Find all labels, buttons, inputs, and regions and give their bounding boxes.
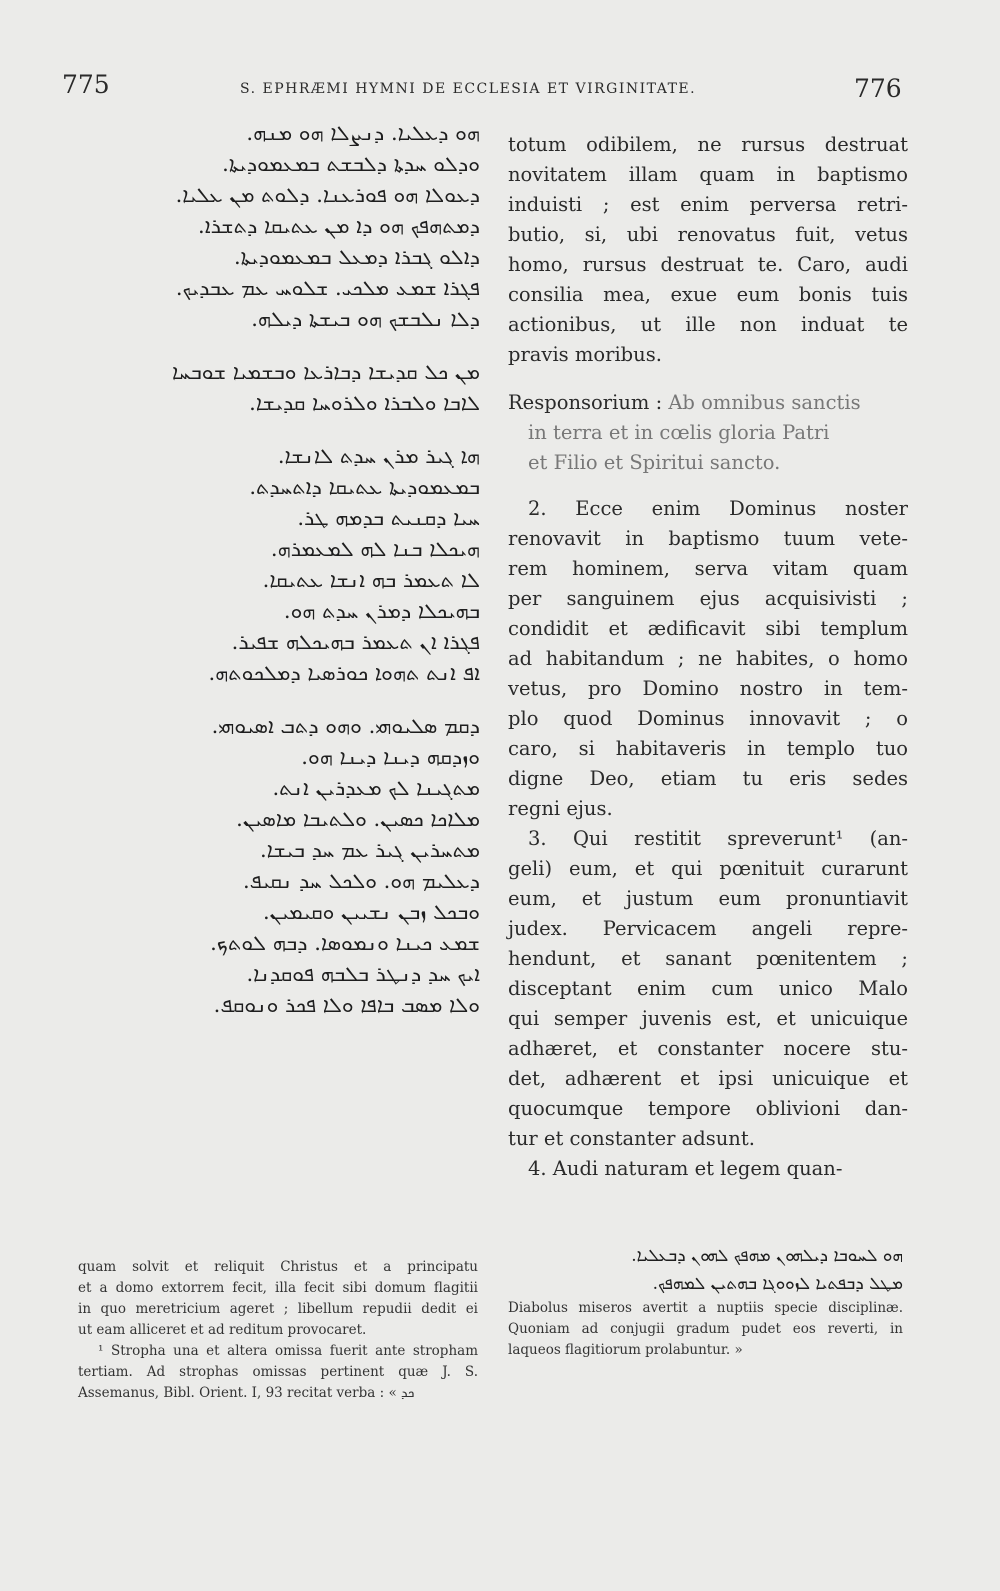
footnote-line: in quo meretricium ageret ; libellum repudii dedit ei xyxy=(78,1301,478,1317)
latin-line: geli) eum, et qui pœnituit curarunt xyxy=(508,857,908,880)
syriac-line: ܕܥܠܝܡ ܗܘ. ܘܠܟܠ ܚܕ ܢܩܝܦ. xyxy=(243,869,480,893)
syriac-line: ܚܝܐ ܕܩܢܝܬ ܒܕܡܗ ܛܪ. xyxy=(297,506,480,530)
syriac-line: ܕܐܠܘ ܓܒܪܐ ܕܡܥܠ ܒܡܥܡܘܕܝܬܐ. xyxy=(233,245,480,269)
spacer xyxy=(60,335,480,357)
syriac-line: ܦܓܪܐ ܐܢ ܬܥܡܪ ܒܗܝܟܠܗ ܫܦܝܪ. xyxy=(231,630,480,654)
responsorium-text: Ab omnibus sanctis xyxy=(668,391,861,414)
latin-line: hendunt, et sanant pœnitentem ; xyxy=(508,947,908,970)
syriac-line: ܡܬܓܝܢܐ ܠܟ ܡܥܕܪܝܢ ܐܢܬ. xyxy=(272,776,480,800)
responsorium-line xyxy=(508,388,908,418)
spacer xyxy=(60,689,480,711)
syriac-line: ܘܒܟܠ ܙܒܢ ܢܫܝܝܢ ܘܩܝܡܝܢ. xyxy=(262,900,480,924)
latin-line: quocumque tempore oblivioni dan- xyxy=(508,1097,908,1120)
latin-paragraph-2 xyxy=(508,494,908,824)
footnote-line: laqueos flagitiorum prolabuntur. » xyxy=(508,1342,743,1358)
responsorium xyxy=(508,388,908,478)
spacer xyxy=(60,419,480,441)
responsorium-line: et Filio et Spiritui sancto. xyxy=(528,451,781,474)
footnotes-right xyxy=(508,1242,903,1361)
latin-line: butio, si, ubi renovatus fuit, vetus xyxy=(508,223,908,246)
footnote-syriac-line: ܡܛܠ ܕܒܦܬܝܐ ܠܙܘܘܓܐ ܒܗܬܝܢ ܠܡܗܦܟ. xyxy=(652,1274,903,1294)
footnotes-left xyxy=(78,1257,478,1404)
footnote-line: Quoniam ad conjugii gradum pudet eos reverti, in xyxy=(508,1321,903,1337)
syriac-line: ܒܡܥܡܘܕܝܬܐ ܥܬܝܩܐ ܕܐܬܚܕܬ. xyxy=(249,475,480,499)
responsorium-line: in terra et in cœlis gloria Patri xyxy=(528,421,830,444)
latin-column xyxy=(508,130,908,1184)
syriac-line: ܕܡܬܗܦܟ ܗܘ ܕܐ ܡܢ ܥܬܝܩܐ ܕܬܫܪܐ. xyxy=(198,214,480,238)
syriac-line: ܡܬܚܪܝܢ ܓܝܪ ܥܡ ܚܕ ܒܝܫܐ. xyxy=(259,838,480,862)
syriac-line: ܠܐܒܐ ܘܠܒܪܐ ܘܠܪܘܚܐ ܩܕܝܫܐ. xyxy=(249,391,480,415)
latin-line: induisti ; est enim perversa retri- xyxy=(508,193,908,216)
latin-line: caro, si habitaveris in templo tuo xyxy=(508,737,908,760)
syriac-line: ܘܠܐ ܡܣܒ ܒܐܦܐ ܘܠܐ ܦܟܪ ܘܢܘܩܦ. xyxy=(213,993,480,1017)
latin-line: 2. Ecce enim Dominus noster xyxy=(528,497,908,520)
syriac-stanza-3 xyxy=(60,711,480,928)
latin-line: disceptant enim cum unico Malo xyxy=(508,977,908,1000)
latin-line: novitatem illam quam in baptismo xyxy=(508,163,908,186)
syriac-line: ܕܠܐ ܢܠܒܫܟ ܗܘ ܒܝܫܬܐ ܕܝܠܗ. xyxy=(251,307,480,331)
footnote-line: et a domo extorrem fecit, illa fecit sibi domum flagitii xyxy=(78,1280,478,1296)
page-number-right: 776 xyxy=(854,74,902,103)
latin-line: regni ejus. xyxy=(508,797,613,820)
spacer xyxy=(508,478,908,494)
syriac-line: ܡܢ ܟܠ ܩܕܝܫܐ ܕܒܐܪܥܐ ܘܒܫܡܝܐ ܫܘܒܚܐ xyxy=(172,360,480,384)
syriac-column xyxy=(60,118,480,1021)
latin-line: per sanguinem ejus acquisivisti ; xyxy=(508,587,908,610)
latin-line: 3. Qui restitit spreverunt¹ (an- xyxy=(528,827,908,850)
latin-line: adhæret, et constanter nocere stu- xyxy=(508,1037,908,1060)
latin-paragraph-3 xyxy=(508,824,908,1154)
syriac-line: ܗܘ ܕܥܠܝܐ. ܕܢܨܠܐ ܗܘ ܡܢܗ. xyxy=(246,121,480,145)
syriac-line: ܠܐ ܬܥܡܪ ܒܗ ܐܢܫܐ ܥܬܝܩܐ. xyxy=(262,568,480,592)
footnote-line: quam solvit et reliquit Christus et a principatu xyxy=(78,1259,478,1275)
latin-line: rem hominem, serva vitam quam xyxy=(508,557,908,580)
latin-paragraph-1 xyxy=(508,130,908,370)
latin-line: eum, et justum eum pronuntiavit xyxy=(508,887,908,910)
syriac-line: ܐܝܟ ܚܕ ܕܢܛܪ ܒܠܒܗ ܦܘܩܕܢܐ. xyxy=(246,962,480,986)
latin-paragraph-4 xyxy=(508,1154,908,1184)
syriac-stanza-1 xyxy=(60,118,480,335)
footnote-line: tertiam. Ad strophas omissas pertinent quæ J. S. xyxy=(78,1364,478,1380)
latin-line: homo, rursus destruat te. Caro, audi xyxy=(508,253,908,276)
syriac-line: ܘܕܠܘ ܚܕܬܐ ܕܠܒܫܬ ܒܡܥܡܘܕܝܬܐ. xyxy=(222,152,480,176)
syriac-stanza-4 xyxy=(60,928,480,1021)
footnote-line: ¹ Stropha una et altera omissa fuerit ante stropham xyxy=(98,1343,478,1359)
syriac-line: ܗܐ ܓܝܪ ܡܪܢ ܚܕܬ ܠܐܢܫܐ. xyxy=(277,444,480,468)
latin-line: plo quod Dominus innovavit ; o xyxy=(508,707,908,730)
latin-line: vetus, pro Domino nostro in tem- xyxy=(508,677,908,700)
syriac-line: ܕܩܡ ܣܠܝܘܗܝ. ܘܗܘ ܕܬܒ ܐܣܝܘܗܝ. xyxy=(211,714,480,738)
syriac-line: ܦܓܪܐ ܫܡܥ ܡܠܟܝ. ܫܠܘܚ ܥܡ ܥܒܕܝܟ. xyxy=(175,276,480,300)
syriac-line: ܡܠܐܟܐ ܟܣܝܢ. ܘܠܬܝܒܐ ܡܐܣܝܢ. xyxy=(236,807,480,831)
responsorium-label: Responsorium : xyxy=(508,391,663,414)
latin-line: ad habitandum ; ne habites, o homo xyxy=(508,647,908,670)
syriac-line: ܘܙܕܩܗ ܕܝܢܐ ܕܝܢܐ ܗܘ. xyxy=(301,745,480,769)
running-header xyxy=(0,70,1000,110)
latin-line: condidit et ædificavit sibi templum xyxy=(508,617,908,640)
syriac-responsorium xyxy=(60,357,480,419)
syriac-line: ܐܦ ܐܢܬ ܬܗܘܐ ܟܘܪܣܝܐ ܕܡܠܟܘܬܗ. xyxy=(208,661,480,685)
latin-line: consilia mea, exue eum bonis tuis xyxy=(508,283,908,306)
latin-line: renovavit in baptismo tuum vete- xyxy=(508,527,908,550)
syriac-line: ܫܡܥ ܟܝܢܐ ܘܢܡܘܣܐ. ܕܒܗ ܠܘܬܟ. xyxy=(210,931,480,955)
latin-line: tur et constanter adsunt. xyxy=(508,1127,755,1150)
latin-line: judex. Pervicacem angeli repre- xyxy=(508,917,908,940)
latin-line: 4. Audi naturam et legem quan- xyxy=(528,1157,843,1180)
latin-line: actionibus, ut ille non induat te xyxy=(508,313,908,336)
latin-line: det, adhærent et ipsi unicuique et xyxy=(508,1067,908,1090)
syriac-line: ܒܗܝܟܠܐ ܕܡܪܢ ܚܕܬ ܗܘ. xyxy=(283,599,480,623)
syriac-line: ܗܝܟܠܐ ܒܢܐ ܠܗ ܠܡܥܡܪܗ. xyxy=(270,537,480,561)
latin-line: qui semper juvenis est, et unicuique xyxy=(508,1007,908,1030)
page-number-left: 775 xyxy=(62,70,110,99)
running-title: S. EPHRÆMI HYMNI DE ECCLESIA ET VIRGINITATE. xyxy=(240,81,697,97)
latin-line: totum odibilem, ne rursus destruat xyxy=(508,133,908,156)
footnote-line: ut eam alliceret et ad reditum provocaret. xyxy=(78,1322,367,1338)
footnote-syriac-line: ܗܘ ܠܚܘܒܐ ܕܝܠܗܘܢ ܡܗܦܟ ܠܗܘܢ ܕܒܥܠܝܐ. xyxy=(631,1246,903,1266)
syriac-stanza-2 xyxy=(60,441,480,689)
footnote-line: Diabolus miseros avertit a nuptiis specie disciplinæ. xyxy=(508,1300,903,1316)
latin-line: digne Deo, etiam tu eris sedes xyxy=(508,767,908,790)
syriac-line: ܕܥܘܠܐ ܗܘ ܦܘܪܥܢܐ. ܕܠܘܬ ܡܢ ܥܠܝܐ. xyxy=(175,183,480,207)
latin-line: pravis moribus. xyxy=(508,343,662,366)
footnote-line: Assemanus, Bibl. Orient. I, 93 recitat verba : « ܟܕ xyxy=(78,1385,415,1401)
